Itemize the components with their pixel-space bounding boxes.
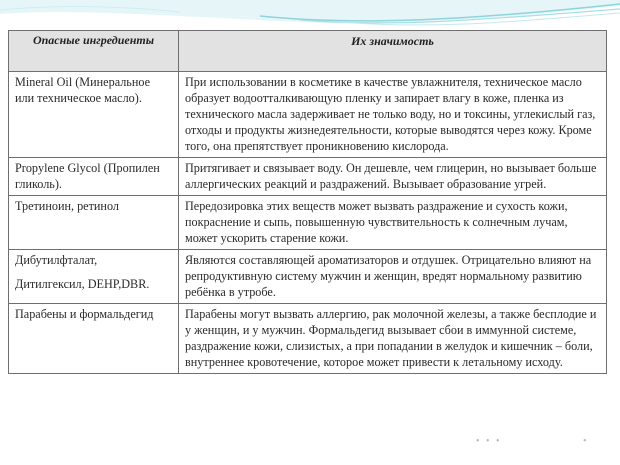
decorative-wave	[0, 0, 620, 34]
significance-cell: Являются составляющей ароматизаторов и отдушек. Отрицательно влияют на репродуктивную систему мужчин и женщин, вредят нормальному развитию ребёнка в утробе.	[179, 250, 607, 304]
ingredient-line-1: Дибутилфталат,	[15, 253, 98, 267]
ingredient-cell: Третиноин, ретинол	[9, 196, 179, 250]
significance-cell: Передозировка этих веществ может вызвать раздражение и сухость кожи, покраснение и сыпь, повышенную чувствительность к солнечным лучам, может ускорить старение кожи.	[179, 196, 607, 250]
table-header-row	[9, 31, 607, 72]
ingredients-table-container	[8, 30, 606, 448]
ingredient-cell: Mineral Oil (Минеральное или техническое масло).	[9, 72, 179, 158]
ingredient-line-2: Дитилгексил, DEHP,DBR.	[15, 277, 150, 291]
header-significance: Их значимость	[179, 31, 607, 72]
significance-cell: Притягивает и связывает воду. Он дешевле, чем глицерин, но вызывает больше аллергических реакций и раздражений. Вызывает образование угрей.	[179, 158, 607, 196]
decorative-dot: •	[583, 436, 587, 447]
significance-cell: При использовании в косметике в качестве увлажнителя, техническое масло образует водоотталкивающую пленку и запирает влагу в коже, пленка из технического масла задерживает не только воду, но и токсины, углекислый газ, отходы и продукты жизнедеятельности, которые выводятся через кожу. Кроме того, она препятствует проникновению кислорода.	[179, 72, 607, 158]
decorative-dots: • • •	[476, 436, 502, 447]
ingredients-table	[8, 30, 607, 374]
ingredient-cell: Propylene Glycol (Пропилен гликоль).	[9, 158, 179, 196]
table-row	[9, 72, 607, 158]
ingredient-cell	[9, 250, 179, 304]
header-ingredients: Опасные ингредиенты	[9, 31, 179, 72]
table-row	[9, 158, 607, 196]
table-row	[9, 250, 607, 304]
table-row	[9, 304, 607, 374]
ingredient-cell: Парабены и формальдегид	[9, 304, 179, 374]
significance-cell: Парабены могут вызвать аллергию, рак молочной железы, а также бесплодие и у женщин, и у мужчин. Формальдегид вызывает сбои в иммунной системе, раздражение кожи, слизистых, а при попадании в желудок и кишечник – боли, внутреннее кровотечение, которое может привести к летальному исходу.	[179, 304, 607, 374]
table-row	[9, 196, 607, 250]
